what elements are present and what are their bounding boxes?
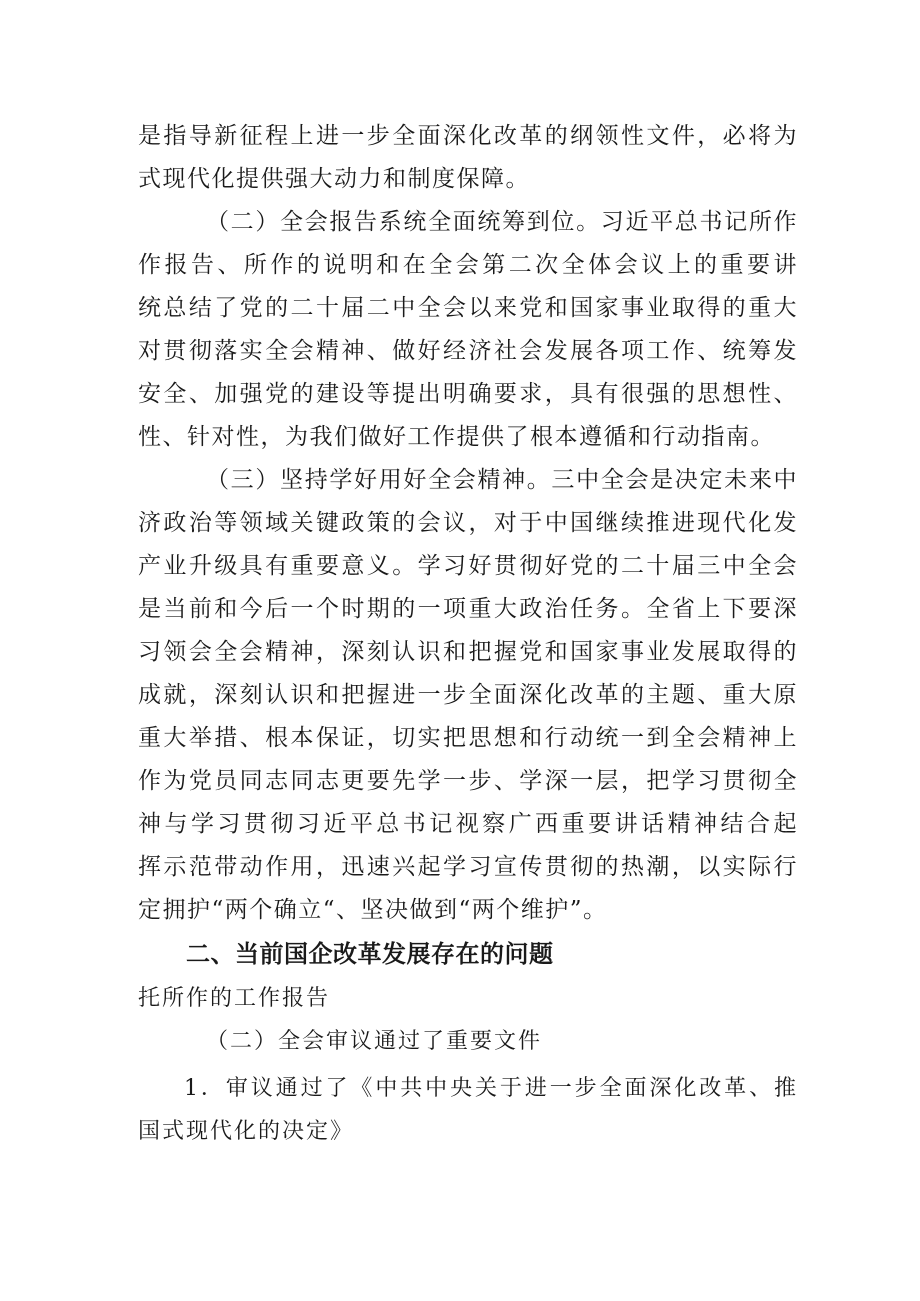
section-heading: 二、当前国企改革发展存在的问题 [186, 940, 554, 968]
paragraph-line: 成就，深刻认识和把握进一步全面深化改革的主题、重大原 [138, 682, 798, 708]
paragraph-line: 安全、加强党的建设等提出明确要求，具有很强的思想性、 [138, 381, 798, 407]
numbered-item-line: 1．审议通过了《中共中央关于进一步全面深化改革、推 [184, 1076, 798, 1101]
paragraph-line: 是指导新征程上进一步全面深化改革的纲领性文件，必将为 [138, 123, 798, 149]
paragraph-line: 托所作的工作报告 [138, 986, 331, 1011]
paragraph-line: 作报告、所作的说明和在全会第二次全体会议上的重要讲 [138, 252, 798, 278]
paragraph-line: 产业升级具有重要意义。学习好贯彻好党的二十届三中全会 [138, 553, 798, 579]
paragraph-line: 神与学习贯彻习近平总书记视察广西重要讲话精神结合起 [138, 811, 798, 837]
paragraph-line: （二）全会报告系统全面统筹到位。习近平总书记所作 [206, 209, 798, 235]
paragraph-line: 济政治等领域关键政策的会议，对于中国继续推进现代化发 [138, 510, 798, 536]
paragraph-line: 对贯彻落实全会精神、做好经济社会发展各项工作、统筹发 [138, 338, 798, 364]
paragraph-line: 挥示范带动作用，迅速兴起学习宣传贯彻的热潮，以实际行 [138, 854, 798, 880]
paragraph-line: 重大举措、根本保证，切实把思想和行动统一到全会精神上 [138, 725, 798, 751]
paragraph-line: 式现代化提供强大动力和制度保障。 [138, 166, 530, 192]
paragraph-line: 作为党员同志同志更要先学一步、学深一层，把学习贯彻全 [138, 768, 798, 794]
paragraph-line: 是当前和今后一个时期的一项重大政治任务。全省上下要深 [138, 596, 798, 622]
paragraph-line: 定拥护“两个确立“、坚决做到“两个维护”。 [138, 897, 608, 923]
paragraph-line: 习领会全会精神，深刻认识和把握党和国家事业发展取得的 [138, 639, 798, 665]
paragraph-line: 统总结了党的二十届二中全会以来党和国家事业取得的重大 [138, 295, 798, 321]
numbered-item-line: 国式现代化的决定》 [138, 1119, 355, 1144]
paragraph-line: 性、针对性，为我们做好工作提供了根本遵循和行动指南。 [138, 424, 775, 450]
paragraph-line: （三）坚持学好用好全会精神。三中全会是决定未来中 [206, 467, 798, 493]
subheading: （二）全会审议通过了重要文件 [206, 1029, 543, 1054]
